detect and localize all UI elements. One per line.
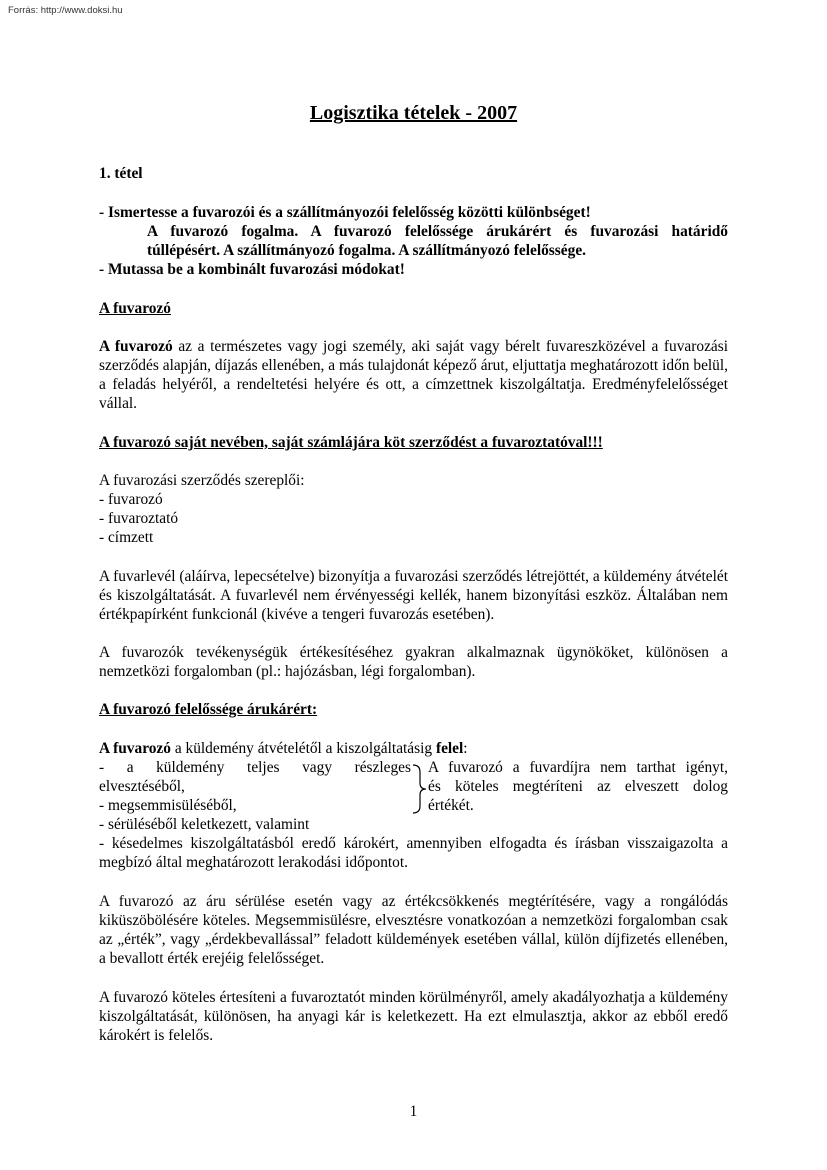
- list-item: - fuvaroztató: [99, 510, 179, 527]
- paragraph-serules: A fuvarozó az áru sérülése esetén vagy az értékcsökkenés megtérítésére, vagy a rongálódás kiküszöbölésére köteles. Megsemmisülésre, elvesztésre vonatkozóan a nemzetközi forgalomban csak az „érték”, vagy „érdekbevallással” feladott küldemények esetében vállal, külön díjfizetés ellenében, a bevallott érték erejéig felelősséget.: [99, 893, 728, 967]
- definition-text: az a természetes vagy jogi személy, aki saját vagy bérelt fuvareszközével a fuvarozási szerződés alapján, díjazás ellenében, a más tulajdonát képező árut, eljuttatja meghatározott időn belül, a feladás helyéről, a rendeltetési helyére és ott, a címzettnek kiszolgáltatja. Eredményfelelősséget vállal.: [99, 338, 728, 412]
- question-1-sub-line-2: túllépésért. A szállítmányozó fogalma. A szállítmányozó felelőssége.: [147, 242, 586, 259]
- liability-item-4: - késedelmes kiszolgáltatásból eredő károkért, amennyiben elfogadta és írásban visszaigazolta a megbízó által meghatározott lerakodási időpontot.: [99, 835, 728, 871]
- liability-item-1-line-1: - a küldemény teljes vagy részleges: [99, 759, 411, 776]
- liability-item-2: - megsemmisüléséből,: [99, 797, 237, 814]
- question-1: - Ismertesse a fuvarozói és a szállítmányozói felelősség közötti különbséget!: [99, 204, 591, 221]
- question-1-sub-line-1: A fuvarozó fogalma. A fuvarozó felelőssége árukárért és fuvarozási határidő: [147, 223, 728, 240]
- list-item: - fuvarozó: [99, 491, 163, 508]
- paragraph-fuvarlevel: A fuvarlevél (aláírva, lepecsételve) bizonyítja a fuvarozási szerződés létrejöttét, a küldemény átvételét és kiszolgáltatását. A fuvarlevél nem érvényességi kellék, hanem bizonyítási eszköz. Általában nem értékpapírként funkcionál (kivéve a tengeri fuvarozás esetében).: [99, 568, 728, 623]
- emphasis-line: A fuvarozó saját nevében, saját számlájára köt szerződést a fuvaroztatóval!!!: [99, 434, 603, 451]
- liability-item-3: - sérüléséből keletkezett, valamint: [99, 816, 310, 833]
- parties-intro: A fuvarozási szerződés szereplői:: [99, 472, 305, 489]
- liability-consequence-line-3: értékét.: [428, 797, 474, 814]
- document-title: Logisztika tételek - 2007: [309, 102, 518, 124]
- liability-lead-mid: a küldemény átvételétől a kiszolgáltatásig: [170, 740, 436, 757]
- liability-lead-term: A fuvarozó: [99, 740, 171, 757]
- list-item: - címzett: [99, 529, 154, 546]
- section-number: 1. tétel: [99, 165, 143, 182]
- heading-fuvarozo: A fuvarozó: [99, 300, 171, 317]
- curly-brace-icon: [410, 764, 428, 814]
- heading-felelosseg: A fuvarozó felelőssége árukárért:: [99, 701, 318, 718]
- liability-lead: [99, 739, 728, 758]
- page-number: 1: [409, 1103, 418, 1120]
- liability-consequence-line-1: A fuvarozó a fuvardíjra nem tarthat igényt,: [428, 759, 728, 776]
- source-note: Forrás: http://www.doksi.hu: [8, 5, 123, 16]
- liability-item-1-line-2: elvesztéséből,: [99, 778, 185, 795]
- paragraph-definition: [99, 337, 728, 413]
- liability-consequence-line-2: és köteles megtéríteni az elveszett dolog: [428, 778, 728, 795]
- paragraph-ertesites: A fuvarozó köteles értesíteni a fuvaroztatót minden körülményről, amely akadályozhatja a küldemény kiszolgáltatását, különösen, ha anyagi kár is keletkezett. Ha ezt elmulasztja, akkor az ebből eredő károkért is felelős.: [99, 989, 728, 1044]
- definition-term: A fuvarozó: [99, 338, 173, 355]
- liability-lead-bold: felel: [435, 740, 464, 757]
- question-2: - Mutassa be a kombinált fuvarozási módokat!: [99, 261, 405, 278]
- liability-lead-end: :: [463, 740, 468, 757]
- paragraph-ugynokok: A fuvarozók tevékenységük értékesítéséhez gyakran alkalmaznak ügynököket, különösen a nemzetközi forgalomban (pl.: hajózásban, légi forgalomban).: [99, 644, 728, 680]
